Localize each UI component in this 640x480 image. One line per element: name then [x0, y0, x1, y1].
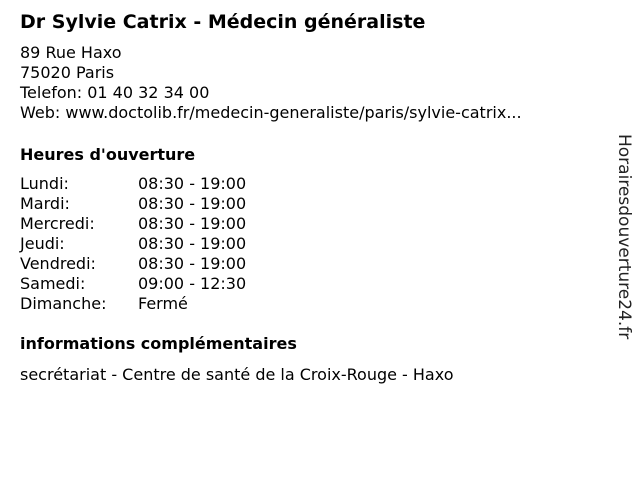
time-value: 08:30 - 19:00: [138, 254, 247, 273]
day-label: Vendredi:: [20, 254, 96, 273]
hours-row-thursday: [20, 234, 246, 254]
hours-row-friday: [20, 254, 246, 274]
time-value: Fermé: [138, 294, 188, 313]
time-value: 08:30 - 19:00: [138, 214, 247, 233]
hours-row-sunday: [20, 294, 246, 314]
opening-hours-list: [20, 174, 246, 314]
website-link: Web: www.doctolib.fr/medecin-generaliste/paris/sylvie-catrix...: [20, 103, 522, 122]
time-value: 08:30 - 19:00: [138, 174, 247, 193]
hours-row-tuesday: [20, 194, 246, 214]
day-label: Mardi:: [20, 194, 70, 213]
contact-block: [20, 43, 522, 123]
time-value: 08:30 - 19:00: [138, 234, 247, 253]
day-label: Samedi:: [20, 274, 86, 293]
day-label: Dimanche:: [20, 294, 107, 313]
address-street: 89 Rue Haxo: [20, 43, 122, 62]
additional-info-heading: informations complémentaires: [20, 334, 297, 353]
day-label: Lundi:: [20, 174, 69, 193]
time-value: 09:00 - 12:30: [138, 274, 247, 293]
day-label: Jeudi:: [20, 234, 65, 253]
opening-hours-heading: Heures d'ouverture: [20, 145, 196, 164]
hours-row-saturday: [20, 274, 246, 294]
time-value: 08:30 - 19:00: [138, 194, 247, 213]
additional-info-text: secrétariat - Centre de santé de la Croix-Rouge - Haxo: [20, 365, 454, 384]
phone-number: Telefon: 01 40 32 34 00: [20, 83, 210, 102]
page-title: Dr Sylvie Catrix - Médecin généraliste: [20, 11, 426, 33]
hours-row-wednesday: [20, 214, 246, 234]
site-watermark: Horairesdouverture24.fr: [614, 134, 634, 340]
address-city: 75020 Paris: [20, 63, 115, 82]
day-label: Mercredi:: [20, 214, 95, 233]
hours-row-monday: [20, 174, 246, 194]
